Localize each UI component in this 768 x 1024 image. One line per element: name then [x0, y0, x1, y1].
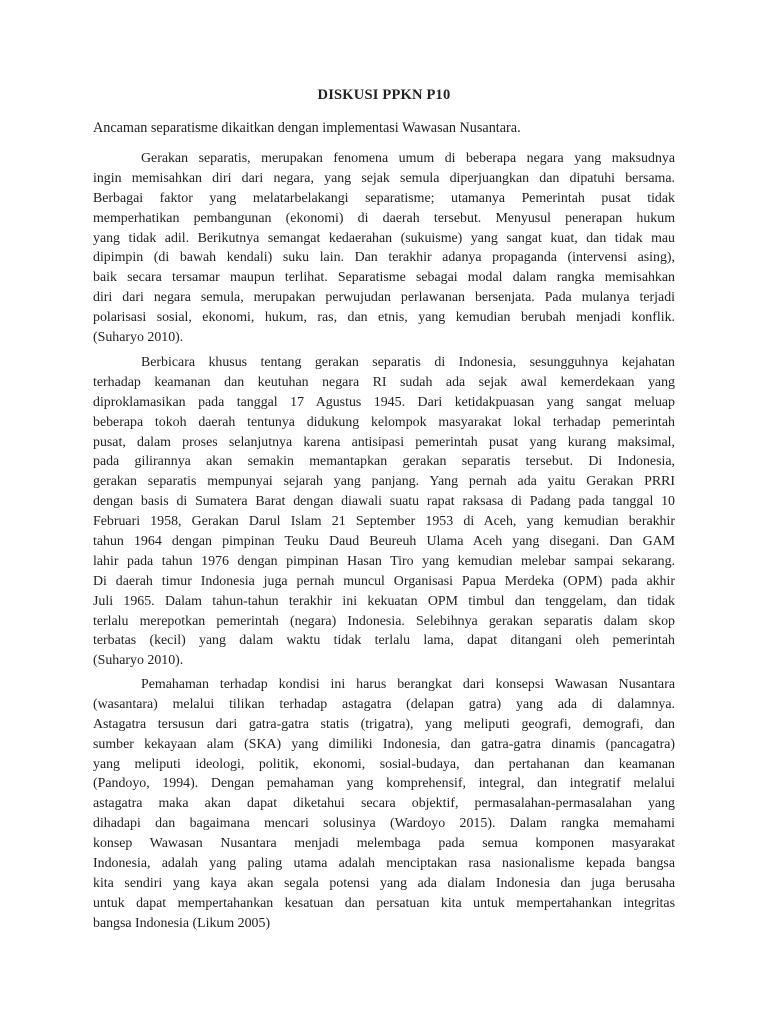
paragraph-line: dihadapi dan bagaimana mencari solusinya (Wardoyo 2015). Dalam rangka memahami — [93, 816, 675, 832]
paragraph-line: memperhatikan pembangunan (ekonomi) di daerah tersebut. Menyusul penerapan hukum — [93, 210, 675, 226]
paragraph-line: Indonesia, adalah yang paling utama adalah menciptakan rasa nasionalisme kepada bangsa — [93, 856, 675, 872]
paragraph-1 — [93, 149, 675, 348]
paragraph-line: dipimpin (di bawah kendali) suku lain. Dan terakhir adanya propaganda (intervensi asing), — [93, 250, 675, 266]
paragraph-line: (Suharyo 2010). — [93, 330, 184, 346]
paragraph-2 — [93, 353, 675, 671]
paragraph-line: polarisasi sosial, ekonomi, hukum, ras, dan etnis, yang kemudian berubah menjadi konflik. — [93, 310, 675, 326]
paragraph-line: diproklamasikan pada tanggal 17 Agustus 1945. Dari ketidakpuasan yang sangat meluap — [93, 394, 675, 410]
paragraph-line: Di daerah timur Indonesia juga pernah muncul Organisasi Papua Merdeka (OPM) pada akhir — [93, 573, 675, 589]
paragraph-line: diri dari negara semula, merupakan perwujudan perlawanan bersenjata. Pada mulanya terjadi — [93, 290, 675, 306]
paragraph-line: yang tidak adil. Berikutnya semangat kedaerahan (sukuisme) yang sangat kuat, dan tidak mau — [93, 230, 675, 246]
paragraph-line: Gerakan separatis, merupakan fenomena umum di beberapa negara yang maksudnya — [141, 151, 675, 166]
paragraph-line: konsep Wawasan Nusantara menjadi melembaga pada semua komponen masyarakat — [93, 836, 675, 852]
paragraph-line: untuk dapat mempertahankan kesatuan dan persatuan kita untuk mempertahankan integritas — [93, 895, 675, 911]
paragraph-line: Juli 1965. Dalam tahun-tahun terakhir ini kekuatan OPM timbul dan tenggelam, dan tidak — [93, 593, 675, 609]
paragraph-line: yang meliputi ideologi, politik, ekonomi, sosial-budaya, dan pertahanan dan keamanan — [93, 756, 675, 772]
paragraph-line: kita sendiri yang kaya akan segala potensi yang ada dialam Indonesia dan juga berusaha — [93, 875, 675, 891]
paragraph-line: (Pandoyo, 1994). Dengan pemahaman yang komprehensif, integral, dan integratif melalui — [93, 776, 675, 792]
paragraph-line: dengan basis di Sumatera Barat dengan diawali suatu rapat raksasa di Padang pada tanggal 10 — [93, 494, 675, 510]
paragraph-3 — [93, 675, 675, 934]
paragraph-line: pada gilirannya akan semakin memantapkan gerakan separatis tersebut. Di Indonesia, — [93, 454, 675, 470]
paragraph-line: baik secara tersamar maupun terlihat. Separatisme sebagai modal dalam rangka memisahkan — [93, 270, 675, 286]
paragraph-line: terlalu merepotkan pemerintah (negara) Indonesia. Selebihnya gerakan separatis dalam skop — [93, 613, 675, 629]
paragraph-line: Berbagai faktor yang melatarbelakangi separatisme; utamanya Pemerintah pusat tidak — [93, 190, 675, 206]
paragraph-line: ingin memisahkan diri dari negara, yang sejak semula diperjuangkan dan dipatuhi bersama. — [93, 170, 675, 186]
paragraph-line: sumber kekayaan alam (SKA) yang dimiliki Indonesia, dan gatra-gatra dinamis (pancagatra) — [93, 736, 675, 752]
intro-sentence: Ancaman separatisme dikaitkan dengan implementasi Wawasan Nusantara. — [93, 120, 521, 136]
paragraph-line: bangsa Indonesia (Likum 2005) — [93, 915, 271, 931]
paragraph-line: terbatas (kecil) yang dalam waktu tidak terlalu lama, dapat ditangani oleh pemerintah — [93, 633, 675, 649]
paragraph-line: tahun 1964 dengan pimpinan Teuku Daud Beureuh Ulama Aceh yang disegani. Dan GAM — [93, 534, 675, 550]
paragraph-line: Februari 1958, Gerakan Darul Islam 21 September 1953 di Aceh, yang kemudian berakhir — [93, 514, 675, 530]
paragraph-line: (wasantara) melalui tilikan terhadap astagatra (delapan gatra) yang ada di dalamnya. — [93, 696, 675, 712]
document-title: DISKUSI PPKN P10 — [317, 87, 451, 103]
paragraph-line: gerakan separatis mempunyai sejarah yang panjang. Yang pernah ada yaitu Gerakan PRRI — [93, 474, 675, 490]
paragraph-line: pusat, dalam proses selanjutnya karena antisipasi pemerintah pusat yang kurang maksimal, — [93, 434, 675, 450]
paragraph-line: lahir pada tahun 1976 dengan pimpinan Hasan Tiro yang kemudian melebar sampai sekarang. — [93, 553, 675, 569]
paragraph-line: beberapa tokoh daerah tentunya didukung kelompok masyarakat lokal terhadap pemerintah — [93, 414, 675, 430]
paragraph-line: Astagatra tersusun dari gatra-gatra statis (trigatra), yang meliputi geografi, demografi, dan — [93, 716, 675, 732]
paragraph-line: Berbicara khusus tentang gerakan separatis di Indonesia, sesungguhnya kejahatan — [141, 355, 675, 370]
paragraph-line: (Suharyo 2010). — [93, 653, 184, 669]
paragraph-line: Pemahaman terhadap kondisi ini harus berangkat dari konsepsi Wawasan Nusantara — [141, 677, 675, 692]
paragraph-line: astagatra maka akan dapat diketahui secara objektif, permasalahan-permasalahan yang — [93, 796, 675, 812]
paragraph-line: terhadap keamanan dan keutuhan negara RI sudah ada sejak awal kemerdekaan yang — [93, 374, 675, 390]
